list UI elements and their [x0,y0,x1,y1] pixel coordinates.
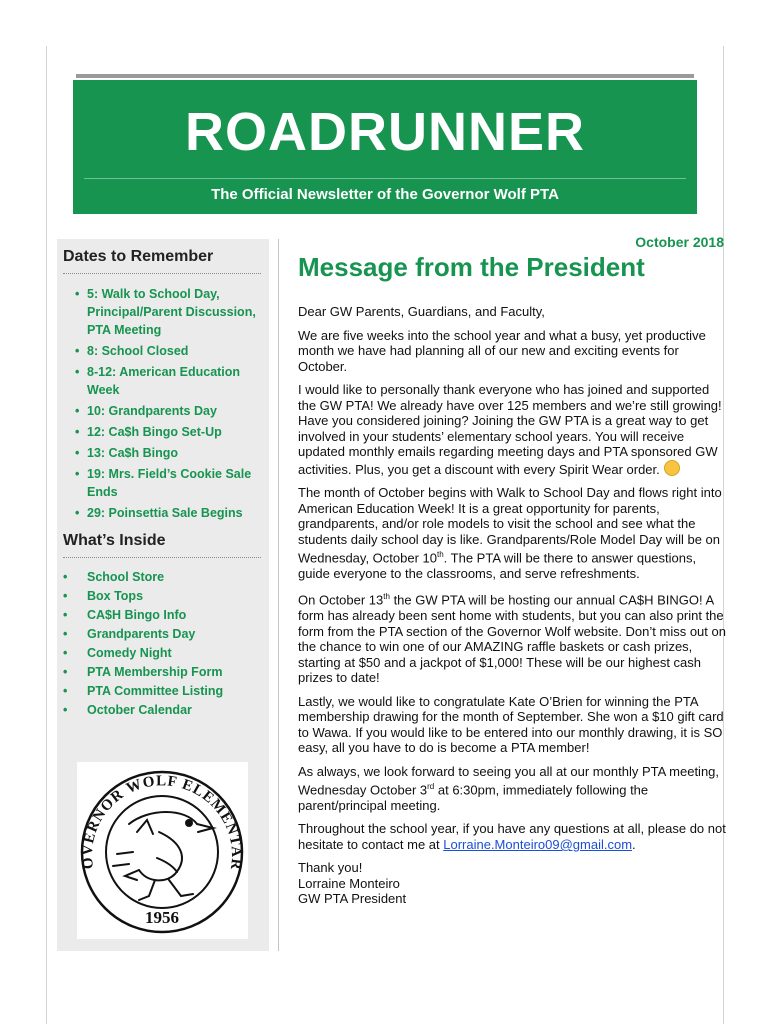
email-link[interactable]: Lorraine.Monteiro09@gmail.com [443,836,633,852]
salutation: Dear GW Parents, Guardians, and Faculty, [298,304,545,319]
date-item: • 19: Mrs. Field’s Cookie Sale Ends [69,465,259,501]
issue-date: October 2018 [635,234,724,250]
page-border-left [46,46,47,1024]
paragraph-7-text: Throughout the school year, if you have any questions at all, please do not hesitate to contact me at [298,821,726,852]
article-title: Message from the President [298,252,645,282]
paragraph-7 [298,821,726,852]
inside-item-committee-listing[interactable]: • PTA Committee Listing [69,682,249,700]
paragraph-5: Lastly, we would like to congratulate Kate O’Brien for winning the PTA membership drawing for the month of September. She won a $10 gift card to Wawa. If you would like to be entered into our monthly drawing, it is SO easy, all you have to do is become a PTA member! [298,693,724,756]
paragraph-6-text-cont: at 6:30pm, immediately following the parent/principal meeting. [298,782,649,813]
masthead-subtitle-band [73,178,697,214]
dates-heading: Dates to Remember [63,248,214,265]
inside-item-comedy-night[interactable]: • Comedy Night [69,644,249,662]
paragraph-4 [298,589,726,685]
masthead-separator [84,178,686,179]
paragraph-1: We are five weeks into the school year and what a busy, yet productive month we have had planning all of our new and exciting events for October. [298,327,706,374]
inside-item-membership-form[interactable]: • PTA Membership Form [69,663,249,681]
date-item: • 13: Ca$h Bingo [69,444,259,462]
dates-divider [63,273,261,274]
ordinal-suffix: th [383,592,390,602]
closing: Thank you! [298,860,363,876]
smiley-face-icon [664,460,680,476]
paragraph-3 [298,485,726,581]
column-divider [278,239,279,951]
paragraph-2 [298,382,726,477]
signature-role: GW PTA President [298,891,407,907]
inside-item-school-store[interactable]: • School Store [69,568,249,586]
masthead-top-rule [76,74,694,78]
svg-text:GOVERNOR WOLF ELEMENTARY [77,762,244,871]
paragraph-7-end: . [632,836,636,852]
paragraph-4-text: On October 13 [298,592,384,608]
date-item: • 10: Grandparents Day [69,402,259,420]
paragraph-3-text-cont: . The PTA will be there to answer questions, guide everyone to the classrooms, and serve refreshments. [298,550,697,581]
seal-year: 1956 [145,908,179,927]
paragraph-2-text: I would like to personally thank everyone who has joined and supported the GW PTA! We already have over 125 members and we’re still growing! Have you considered joining? Joining the GW PTA is a great way to get involved in your students’ elementary school years. You will receive updated monthly emails regarding meeting days and PTA sponsored GW activities. Plus, you get a discount with every Spirit Wear order. [298,382,722,477]
paragraph-6 [298,764,726,814]
sidebar [57,239,269,951]
signature-name: Lorraine Monteiro [298,875,400,891]
inside-item-grandparents-day[interactable]: • Grandparents Day [69,625,249,643]
date-item: • 29: Poinsettia Sale Begins [69,504,259,522]
ordinal-suffix: th [437,550,444,559]
masthead [73,80,697,188]
paragraph-4-text-cont: the GW PTA will be hosting our annual CA$H BINGO! A form has already been sent home with students, but you can also print the form from the PTA section of the Governor Wolf website. Don’t miss out on the chance to win one of our AMAZING raffle baskets or cash prizes, starting at $50 and a jackpot of $1,000! These will be our highest cash prizes to date! [298,592,726,686]
newsletter-title: ROADRUNNER [185,102,585,162]
date-item: • 5: Walk to School Day, Principal/Parent Discussion, PTA Meeting [69,285,259,339]
seal-text: OVERNOR WOLF ELEMENTAR [79,773,245,871]
inside-item-box-tops[interactable]: • Box Tops [69,587,249,605]
inside-item-october-calendar[interactable]: • October Calendar [69,701,249,719]
paragraph-3-text: The month of October begins with Walk to School Day and flows right into American Education Week! It is a great opportunity for parents, grandparents, and/or role models to visit the school and see what the students daily school day is like. Grandparents/Role Model Day will be on Wednesday, October 10 [298,485,722,566]
ordinal-suffix: rd [427,782,435,792]
inside-item-cash-bingo[interactable]: • CA$H Bingo Info [69,606,249,624]
whats-inside-list [69,568,249,720]
date-item: • 8-12: American Education Week [69,363,259,399]
whats-inside-heading: What’s Inside [63,532,166,549]
date-item: • 12: Ca$h Bingo Set-Up [69,423,259,441]
dates-list [69,285,259,525]
newsletter-subtitle: The Official Newsletter of the Governor Wolf PTA [211,186,559,203]
school-logo [77,762,248,939]
paragraph-6-text: As always, we look forward to seeing you all at our monthly PTA meeting, Wednesday October 3 [298,763,720,798]
whats-inside-divider [63,557,261,558]
article-body [298,304,726,907]
date-item: • 8: School Closed [69,342,259,360]
roadrunner-seal-icon [77,762,248,939]
